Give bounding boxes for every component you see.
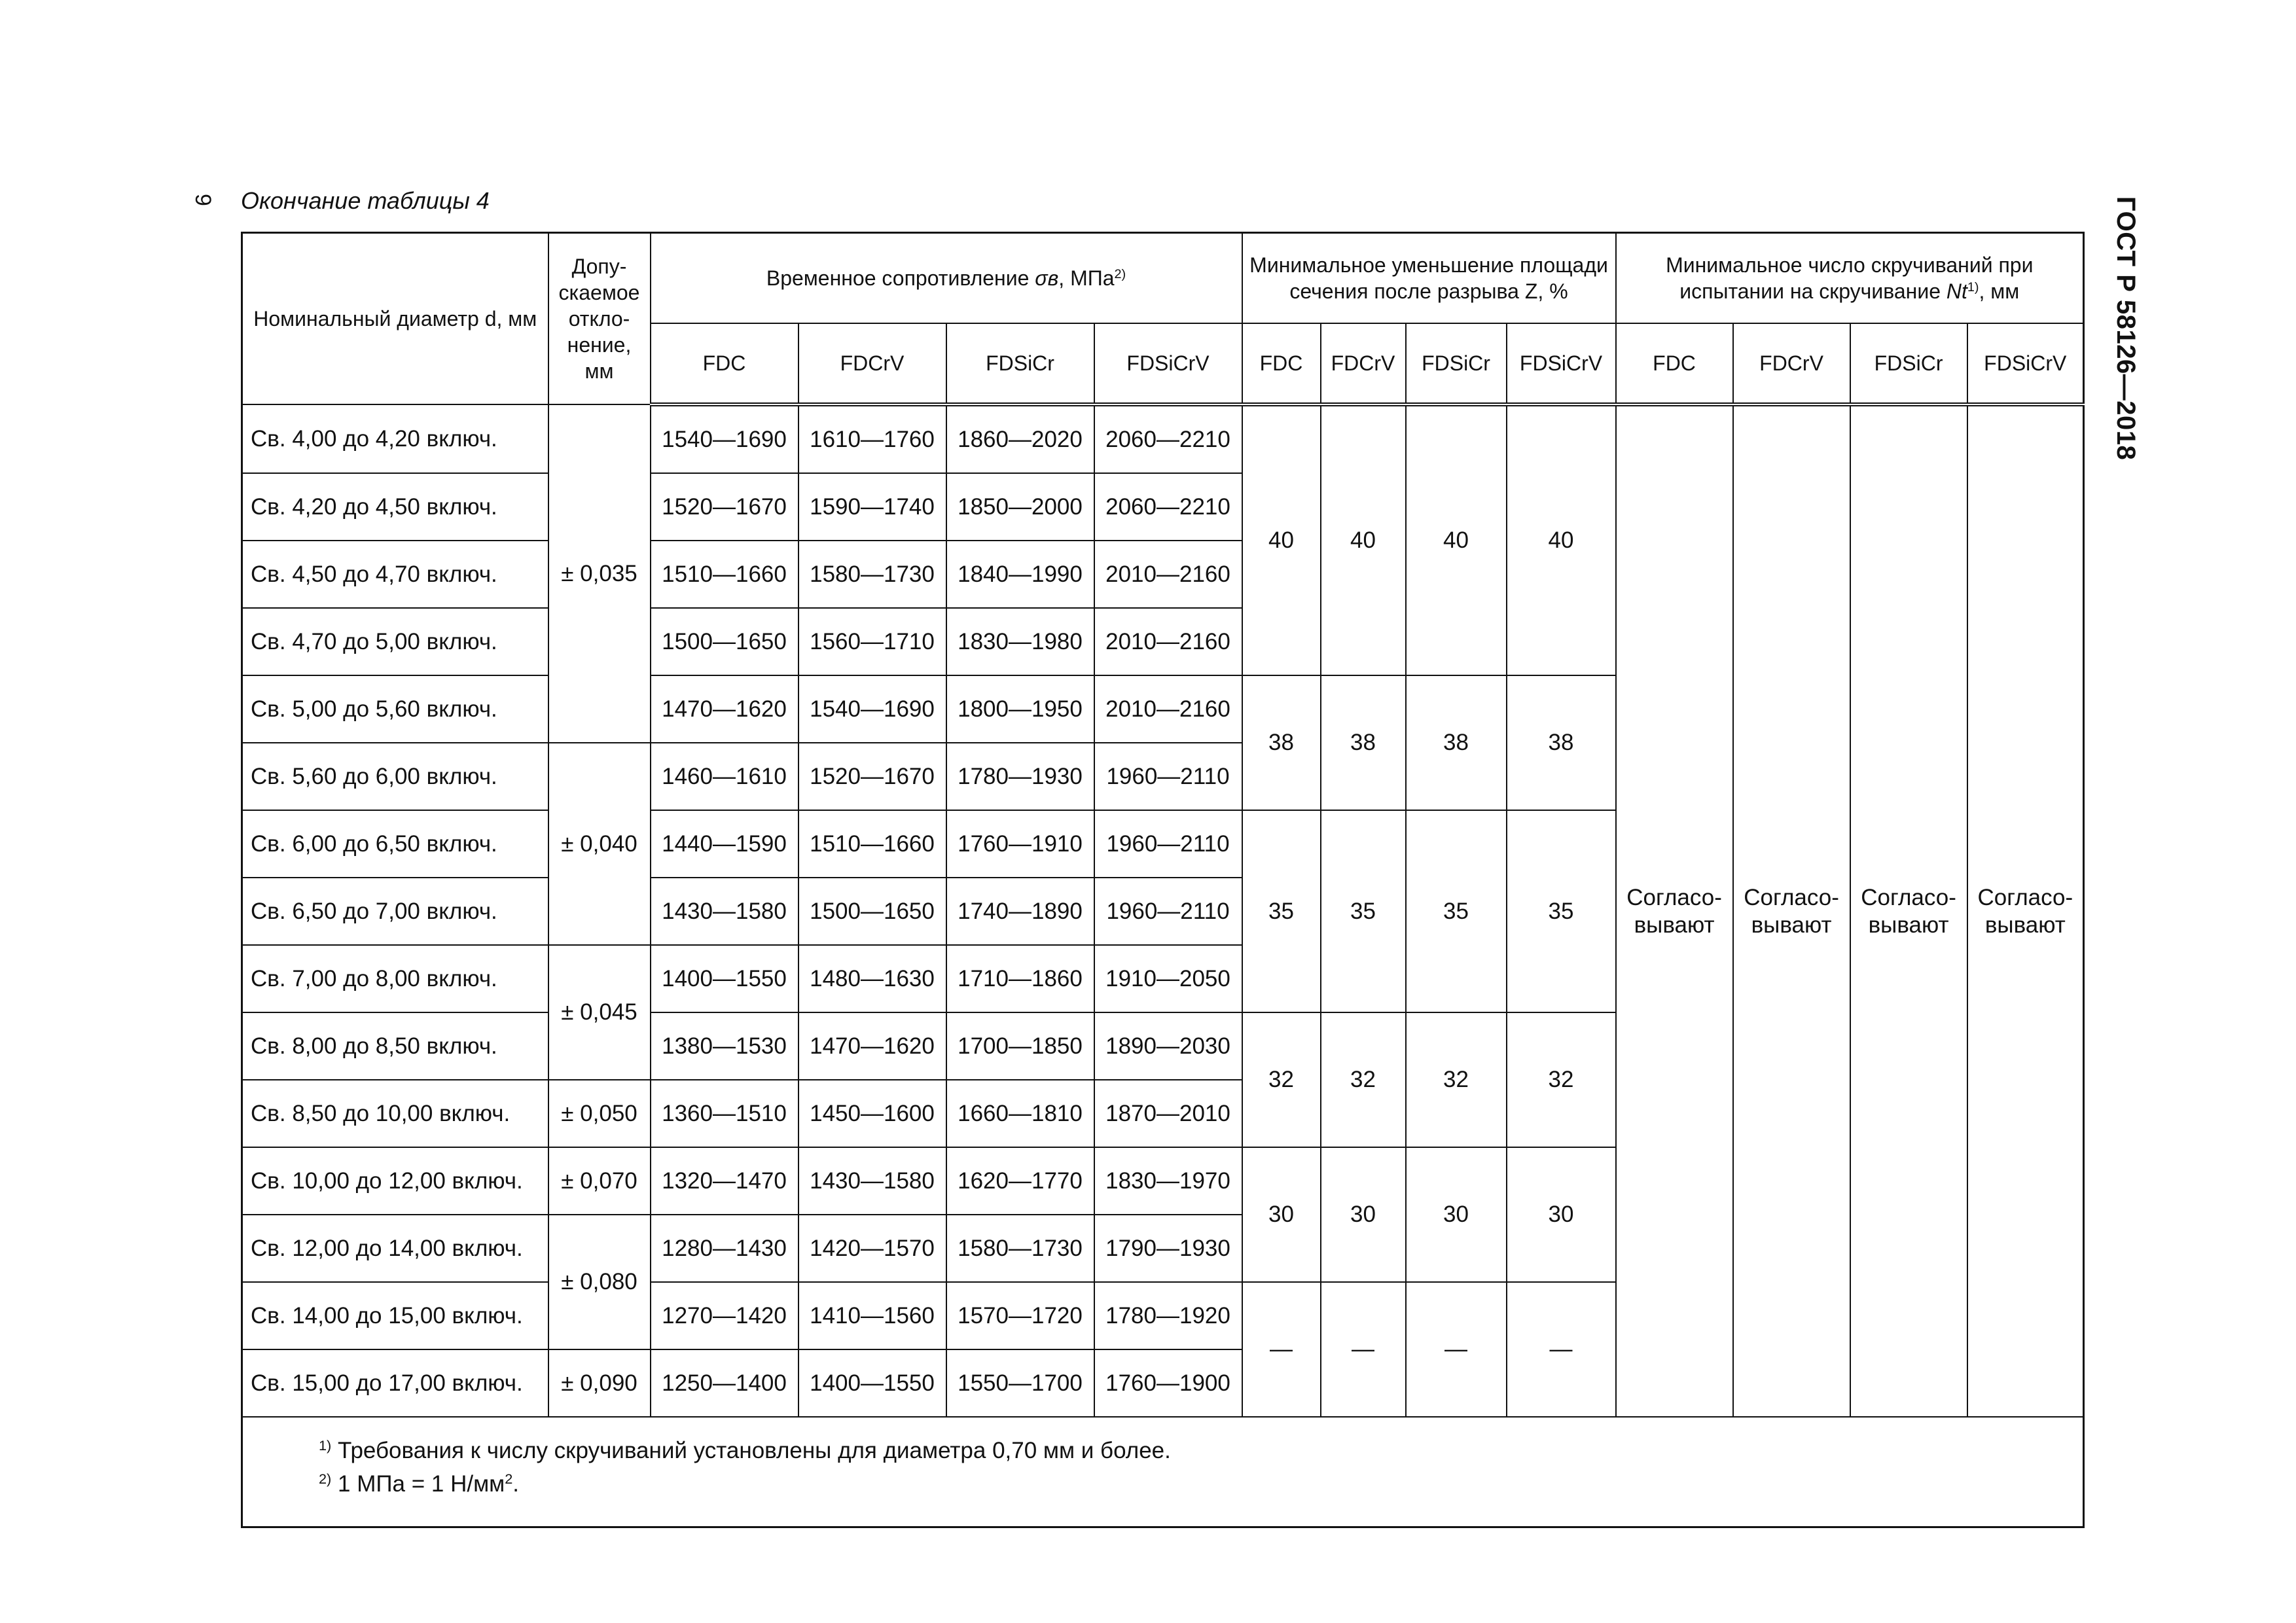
strength-cell: 2010—2160	[1094, 608, 1242, 675]
twist-cell: Согласо-вывают	[1733, 404, 1850, 1417]
diameter-cell: Св. 14,00 до 15,00 включ.	[242, 1282, 548, 1349]
strength-cell: 1520—1670	[798, 743, 946, 810]
grade-header: FDSiCr	[1850, 323, 1967, 404]
strength-cell: 1760—1910	[946, 810, 1094, 878]
strength-cell: 2010—2160	[1094, 541, 1242, 608]
tolerance-cell: ± 0,070	[548, 1147, 651, 1215]
strength-cell: 1400—1550	[798, 1349, 946, 1417]
reduction-cell: 38	[1406, 675, 1507, 810]
grade-header: FDSiCr	[946, 323, 1094, 404]
diameter-cell: Св. 6,50 до 7,00 включ.	[242, 878, 548, 945]
grade-header: FDC	[1616, 323, 1733, 404]
strength-cell: 1760—1900	[1094, 1349, 1242, 1417]
grade-header: FDSiCr	[1406, 323, 1507, 404]
strength-cell: 1660—1810	[946, 1080, 1094, 1147]
diameter-cell: Св. 4,70 до 5,00 включ.	[242, 608, 548, 675]
diameter-cell: Св. 4,00 до 4,20 включ.	[242, 404, 548, 473]
footnotes-row	[242, 1417, 2084, 1527]
strength-cell: 1560—1710	[798, 608, 946, 675]
reduction-cell: 40	[1242, 404, 1321, 675]
strength-cell: 1710—1860	[946, 945, 1094, 1012]
footnote-2: $^{2)}$ 1 МПа = 1 $Н/мм^2$.	[319, 1470, 519, 1497]
grade-header: FDSiCrV	[1507, 323, 1616, 404]
reduction-cell: —	[1507, 1282, 1616, 1417]
strength-cell: 1540—1690	[651, 404, 798, 473]
strength-cell: 1280—1430	[651, 1215, 798, 1282]
strength-cell: 2060—2210	[1094, 473, 1242, 541]
grade-header: FDC	[651, 323, 798, 404]
reduction-cell: —	[1321, 1282, 1406, 1417]
strength-cell: 1570—1720	[946, 1282, 1094, 1349]
tolerance-cell: ± 0,045	[548, 945, 651, 1080]
footnote-1: $^{1)}$ Требования к числу скручиваний установлены для диаметра 0,70 мм и более.	[319, 1437, 1171, 1463]
strength-cell: 1500—1650	[798, 878, 946, 945]
strength-cell: 1500—1650	[651, 608, 798, 675]
reduction-cell: 40	[1507, 404, 1616, 675]
strength-cell: 1960—2110	[1094, 743, 1242, 810]
strength-cell: 1550—1700	[946, 1349, 1094, 1417]
reduction-cell: 35	[1321, 810, 1406, 1012]
tolerance-cell: ± 0,035	[548, 404, 651, 743]
grade-header: FDSiCrV	[1094, 323, 1242, 404]
strength-cell: 1520—1670	[651, 473, 798, 541]
reduction-cell: 32	[1507, 1012, 1616, 1147]
reduction-cell: 40	[1321, 404, 1406, 675]
reduction-cell: 38	[1321, 675, 1406, 810]
strength-cell: 1380—1530	[651, 1012, 798, 1080]
header-twist-count: Минимальное число скручиваний при испытании на скручивание Nt$^{1)}$, мм	[1616, 233, 2084, 324]
reduction-cell: 30	[1406, 1147, 1507, 1282]
reduction-cell: 35	[1242, 810, 1321, 1012]
reduction-cell: 38	[1507, 675, 1616, 810]
page-number: 9	[190, 194, 215, 206]
table-caption: Окончание таблицы 4	[241, 187, 490, 214]
tolerance-cell: ± 0,080	[548, 1215, 651, 1349]
tolerance-cell: ± 0,050	[548, 1080, 651, 1147]
strength-cell: 1780—1930	[946, 743, 1094, 810]
diameter-cell: Св. 10,00 до 12,00 включ.	[242, 1147, 548, 1215]
strength-cell: 1360—1510	[651, 1080, 798, 1147]
strength-cell: 1740—1890	[946, 878, 1094, 945]
diameter-cell: Св. 8,50 до 10,00 включ.	[242, 1080, 548, 1147]
diameter-cell: Св. 8,00 до 8,50 включ.	[242, 1012, 548, 1080]
strength-cell: 1830—1970	[1094, 1147, 1242, 1215]
grade-header: FDSiCrV	[1967, 323, 2084, 404]
strength-cell: 1460—1610	[651, 743, 798, 810]
diameter-cell: Св. 5,00 до 5,60 включ.	[242, 675, 548, 743]
header-diameter: Номинальный диаметр d, мм	[242, 233, 548, 405]
twist-cell: Согласо-вывают	[1616, 404, 1733, 1417]
strength-cell: 1430—1580	[651, 878, 798, 945]
reduction-cell: 38	[1242, 675, 1321, 810]
reduction-cell: 35	[1507, 810, 1616, 1012]
strength-cell: 1960—2110	[1094, 810, 1242, 878]
strength-cell: 1890—2030	[1094, 1012, 1242, 1080]
diameter-cell: Св. 12,00 до 14,00 включ.	[242, 1215, 548, 1282]
reduction-cell: 30	[1242, 1147, 1321, 1282]
strength-cell: 1400—1550	[651, 945, 798, 1012]
strength-cell: 1590—1740	[798, 473, 946, 541]
standard-title: ГОСТ Р 58126—2018	[2111, 196, 2140, 461]
strength-cell: 1440—1590	[651, 810, 798, 878]
strength-cell: 1540—1690	[798, 675, 946, 743]
diameter-cell: Св. 7,00 до 8,00 включ.	[242, 945, 548, 1012]
reduction-cell: 32	[1242, 1012, 1321, 1147]
twist-cell: Согласо-вывают	[1850, 404, 1967, 1417]
strength-cell: 1790—1930	[1094, 1215, 1242, 1282]
reduction-cell: 32	[1321, 1012, 1406, 1147]
strength-cell: 1850—2000	[946, 473, 1094, 541]
diameter-cell: Св. 6,00 до 6,50 включ.	[242, 810, 548, 878]
strength-cell: 1480—1630	[798, 945, 946, 1012]
grade-header: FDCrV	[1733, 323, 1850, 404]
strength-cell: 1860—2020	[946, 404, 1094, 473]
twist-cell: Согласо-вывают	[1967, 404, 2084, 1417]
reduction-cell: 35	[1406, 810, 1507, 1012]
strength-cell: 1700—1850	[946, 1012, 1094, 1080]
reduction-cell: 32	[1406, 1012, 1507, 1147]
reduction-cell: 40	[1406, 404, 1507, 675]
strength-cell: 1420—1570	[798, 1215, 946, 1282]
strength-cell: 1580—1730	[946, 1215, 1094, 1282]
header-strength: Временное сопротивление σв, МПа$^{2)}$	[651, 233, 1242, 324]
strength-cell: 1510—1660	[651, 541, 798, 608]
table-container	[241, 232, 2079, 1528]
strength-cell: 1960—2110	[1094, 878, 1242, 945]
diameter-cell: Св. 4,50 до 4,70 включ.	[242, 541, 548, 608]
strength-cell: 1410—1560	[798, 1282, 946, 1349]
strength-cell: 1470—1620	[651, 675, 798, 743]
header-area-reduction: Минимальное уменьшение площади сечения после разрыва Z, %	[1242, 233, 1616, 324]
strength-cell: 1780—1920	[1094, 1282, 1242, 1349]
strength-cell: 2060—2210	[1094, 404, 1242, 473]
strength-cell: 1830—1980	[946, 608, 1094, 675]
strength-cell: 2010—2160	[1094, 675, 1242, 743]
diameter-cell: Св. 15,00 до 17,00 включ.	[242, 1349, 548, 1417]
tolerance-cell: ± 0,040	[548, 743, 651, 945]
grade-header: FDC	[1242, 323, 1321, 404]
reduction-cell: —	[1406, 1282, 1507, 1417]
strength-cell: 1450—1600	[798, 1080, 946, 1147]
strength-cell: 1470—1620	[798, 1012, 946, 1080]
strength-cell: 1510—1660	[798, 810, 946, 878]
properties-table	[241, 232, 2085, 1528]
strength-cell: 1270—1420	[651, 1282, 798, 1349]
strength-cell: 1840—1990	[946, 541, 1094, 608]
strength-cell: 1610—1760	[798, 404, 946, 473]
strength-cell: 1580—1730	[798, 541, 946, 608]
reduction-cell: —	[1242, 1282, 1321, 1417]
strength-cell: 1620—1770	[946, 1147, 1094, 1215]
header-tolerance: Допу-скаемое откло-нение, мм	[548, 233, 651, 405]
reduction-cell: 30	[1507, 1147, 1616, 1282]
strength-cell: 1320—1470	[651, 1147, 798, 1215]
strength-cell: 1430—1580	[798, 1147, 946, 1215]
tolerance-cell: ± 0,090	[548, 1349, 651, 1417]
grade-header: FDCrV	[1321, 323, 1406, 404]
diameter-cell: Св. 5,60 до 6,00 включ.	[242, 743, 548, 810]
strength-cell: 1250—1400	[651, 1349, 798, 1417]
diameter-cell: Св. 4,20 до 4,50 включ.	[242, 473, 548, 541]
table-row	[242, 404, 2084, 473]
strength-cell: 1910—2050	[1094, 945, 1242, 1012]
reduction-cell: 30	[1321, 1147, 1406, 1282]
footnotes	[242, 1417, 2084, 1527]
strength-cell: 1870—2010	[1094, 1080, 1242, 1147]
strength-cell: 1800—1950	[946, 675, 1094, 743]
grade-header: FDCrV	[798, 323, 946, 404]
